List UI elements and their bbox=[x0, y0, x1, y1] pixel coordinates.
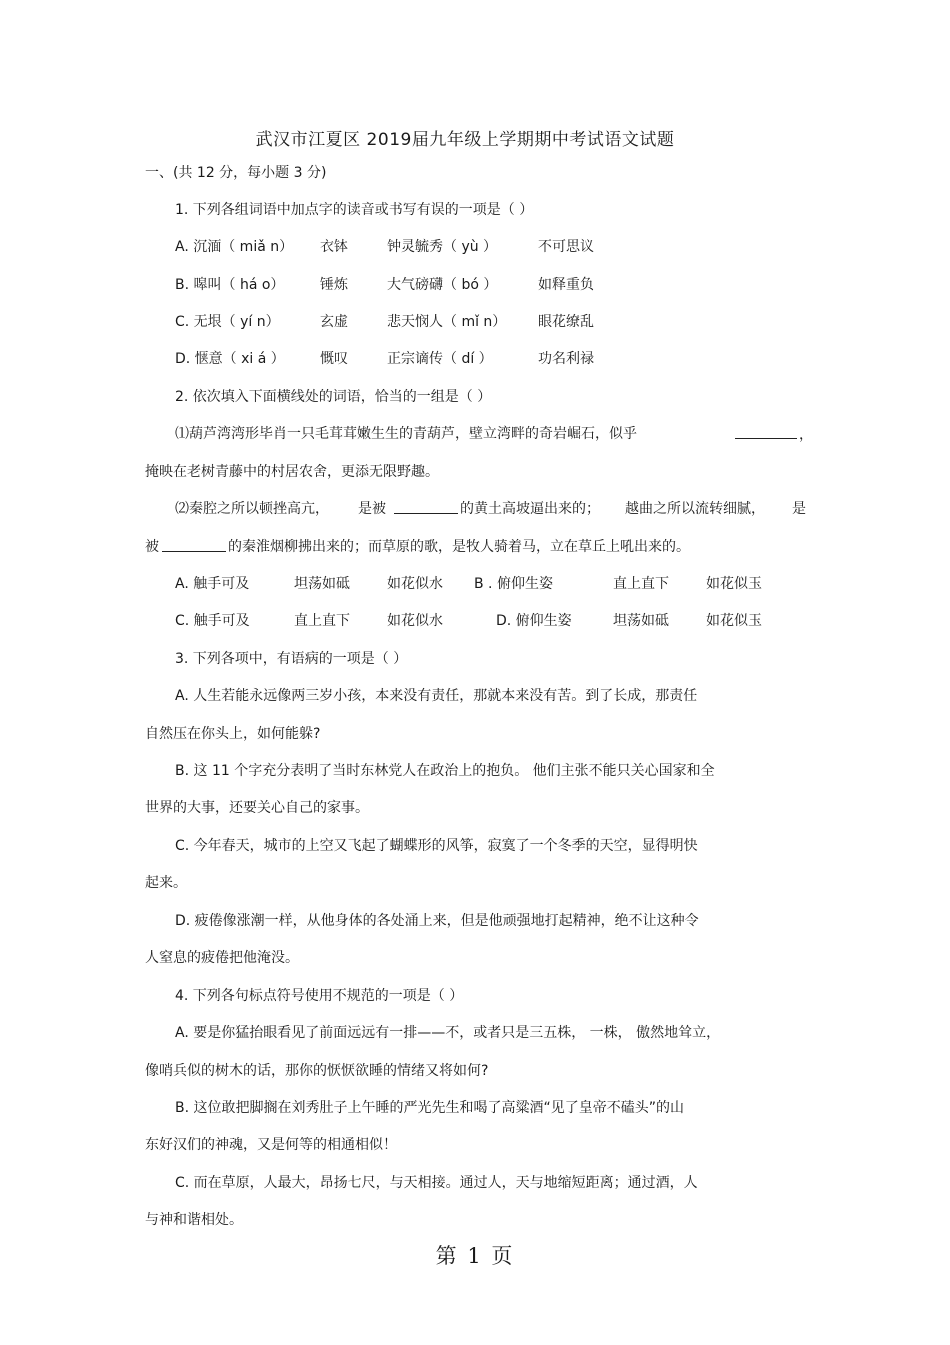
q2-p2-part1: ⑵秦腔之所以顿挫高亢， bbox=[175, 501, 329, 517]
q4-option-c-line2: 与神和谐相处。 bbox=[145, 1212, 243, 1228]
exam-title: 武汉市江夏区 2019届九年级上学期期中考试语文试题 bbox=[255, 130, 675, 150]
q2-p2-part5: 是 bbox=[792, 501, 806, 517]
q2-opt-d-3: 如花似玉 bbox=[706, 613, 762, 629]
q2-p2-part2: 是被 bbox=[358, 501, 386, 517]
q2-opt-d-2: 坦荡如砥 bbox=[613, 613, 669, 629]
q1-d-word4: 功名利禄 bbox=[538, 351, 594, 367]
section-heading: 一、(共 12 分，每小题 3 分) bbox=[145, 165, 327, 181]
q1-d-word2: 慨叹 bbox=[320, 351, 348, 367]
q3-option-c-line2: 起来。 bbox=[145, 875, 187, 891]
q2-stem: 2. 依次填入下面横线处的词语，恰当的一组是（ ） bbox=[175, 389, 492, 405]
q1-a-word2: 衣钵 bbox=[320, 239, 348, 255]
q3-option-b-line1: B. 这 11 个字充分表明了当时东林党人在政治上的抱负。 他们主张不能只关心国家和全 bbox=[175, 763, 715, 779]
q3-option-c-line1: C. 今年春天，城市的上空又飞起了蝴蝶形的风筝，寂寞了一个冬季的天空，显得明快 bbox=[175, 838, 698, 854]
q2-opt-d-1: D. 俯仰生姿 bbox=[496, 613, 572, 629]
q2-passage1-text: ⑴葫芦湾湾形毕肖一只毛茸茸嫩生生的青葫芦，壁立湾畔的奇岩崛石，似乎 bbox=[175, 426, 637, 442]
q2-p2-part7: 的秦淮烟柳拂出来的；而草原的歌，是牧人骑着马，立在草丘上吼出来的。 bbox=[228, 539, 690, 555]
q4-option-a-line1: A. 要是你猛抬眼看见了前面远远有一排——不，或者只是三五株， 一株， 傲然地耸立， bbox=[175, 1025, 721, 1041]
page-number: 第 1 页 bbox=[435, 1244, 515, 1268]
q1-a-word3: 钟灵毓秀（ yù ） bbox=[387, 239, 498, 255]
q2-opt-c-2: 直上直下 bbox=[294, 613, 350, 629]
q2-blank-3 bbox=[160, 537, 228, 558]
q2-blank-1 bbox=[733, 424, 813, 445]
q2-opt-c-1: C. 触手可及 bbox=[175, 613, 250, 629]
q1-a-word4: 不可思议 bbox=[538, 239, 594, 255]
q1-b-word1: B. 嗥叫（ há o） bbox=[175, 277, 285, 293]
q1-c-word2: 玄虚 bbox=[320, 314, 348, 330]
q2-opt-a-3: 如花似水 bbox=[387, 576, 443, 592]
q2-opt-b-3: 如花似玉 bbox=[706, 576, 762, 592]
q1-d-word3: 正宗谪传（ dí ） bbox=[387, 351, 493, 367]
q2-blank-2 bbox=[392, 499, 460, 520]
q1-d-word1: D. 惬意（ xi á ） bbox=[175, 351, 285, 367]
q3-option-d-line2: 人窒息的疲倦把他淹没。 bbox=[145, 950, 299, 966]
q2-opt-b-1: B . 俯仰生姿 bbox=[474, 576, 553, 592]
q1-b-word3: 大气磅礴（ bó ） bbox=[387, 277, 498, 293]
q2-opt-a-2: 坦荡如砥 bbox=[294, 576, 350, 592]
q2-p2-part3: 的黄土高坡逼出来的； bbox=[460, 501, 600, 517]
q4-option-c-line1: C. 而在草原，人最大，昂扬七尺，与天相接。通过人，天与地缩短距离；通过酒，人 bbox=[175, 1175, 698, 1191]
q1-b-word4: 如释重负 bbox=[538, 277, 594, 293]
q3-option-b-line2: 世界的大事，还要关心自己的家事。 bbox=[145, 800, 369, 816]
q2-p2-part4: 越曲之所以流转细腻， bbox=[625, 501, 765, 517]
q3-option-a-line1: A. 人生若能永远像两三岁小孩，本来没有责任，那就本来没有苦。到了长成，那责任 bbox=[175, 688, 698, 704]
q3-option-a-line2: 自然压在你头上，如何能躲? bbox=[145, 726, 321, 742]
q1-b-word2: 锤炼 bbox=[320, 277, 348, 293]
q4-option-b-line1: B. 这位敢把脚搁在刘秀肚子上午睡的严光先生和喝了高粱酒“见了皇帝不磕头”的山 bbox=[175, 1100, 685, 1116]
q2-opt-a-1: A. 触手可及 bbox=[175, 576, 250, 592]
q2-opt-b-2: 直上直下 bbox=[613, 576, 669, 592]
q3-option-d-line1: D. 疲倦像涨潮一样，从他身体的各处涌上来，但是他顽强地打起精神，绝不让这种令 bbox=[175, 913, 699, 929]
q1-c-word3: 悲天悯人（ mǐ n） bbox=[387, 314, 507, 330]
q2-opt-c-3: 如花似水 bbox=[387, 613, 443, 629]
q1-c-word1: C. 无垠（ yí n） bbox=[175, 314, 280, 330]
q2-passage1-line2: 掩映在老树青藤中的村居农舍，更添无限野趣。 bbox=[145, 464, 439, 480]
q4-option-b-line2: 东好汉们的神魂，又是何等的相通相似！ bbox=[145, 1137, 397, 1153]
q2-p2-part6: 被 bbox=[145, 539, 159, 555]
q2-passage1-line1 bbox=[175, 424, 637, 444]
q1-c-word4: 眼花缭乱 bbox=[538, 314, 594, 330]
q3-stem: 3. 下列各项中，有语病的一项是（ ） bbox=[175, 651, 408, 667]
q4-option-a-line2: 像哨兵似的树木的话，那你的恹恹欲睡的情绪又将如何? bbox=[145, 1063, 489, 1079]
q4-stem: 4. 下列各句标点符号使用不规范的一项是（ ） bbox=[175, 988, 464, 1004]
q2-passage1-comma: ， bbox=[799, 427, 813, 443]
q1-a-word1: A. 沉湎（ miǎ n） bbox=[175, 239, 294, 255]
q1-stem: 1. 下列各组词语中加点字的读音或书写有误的一项是（ ） bbox=[175, 202, 534, 218]
